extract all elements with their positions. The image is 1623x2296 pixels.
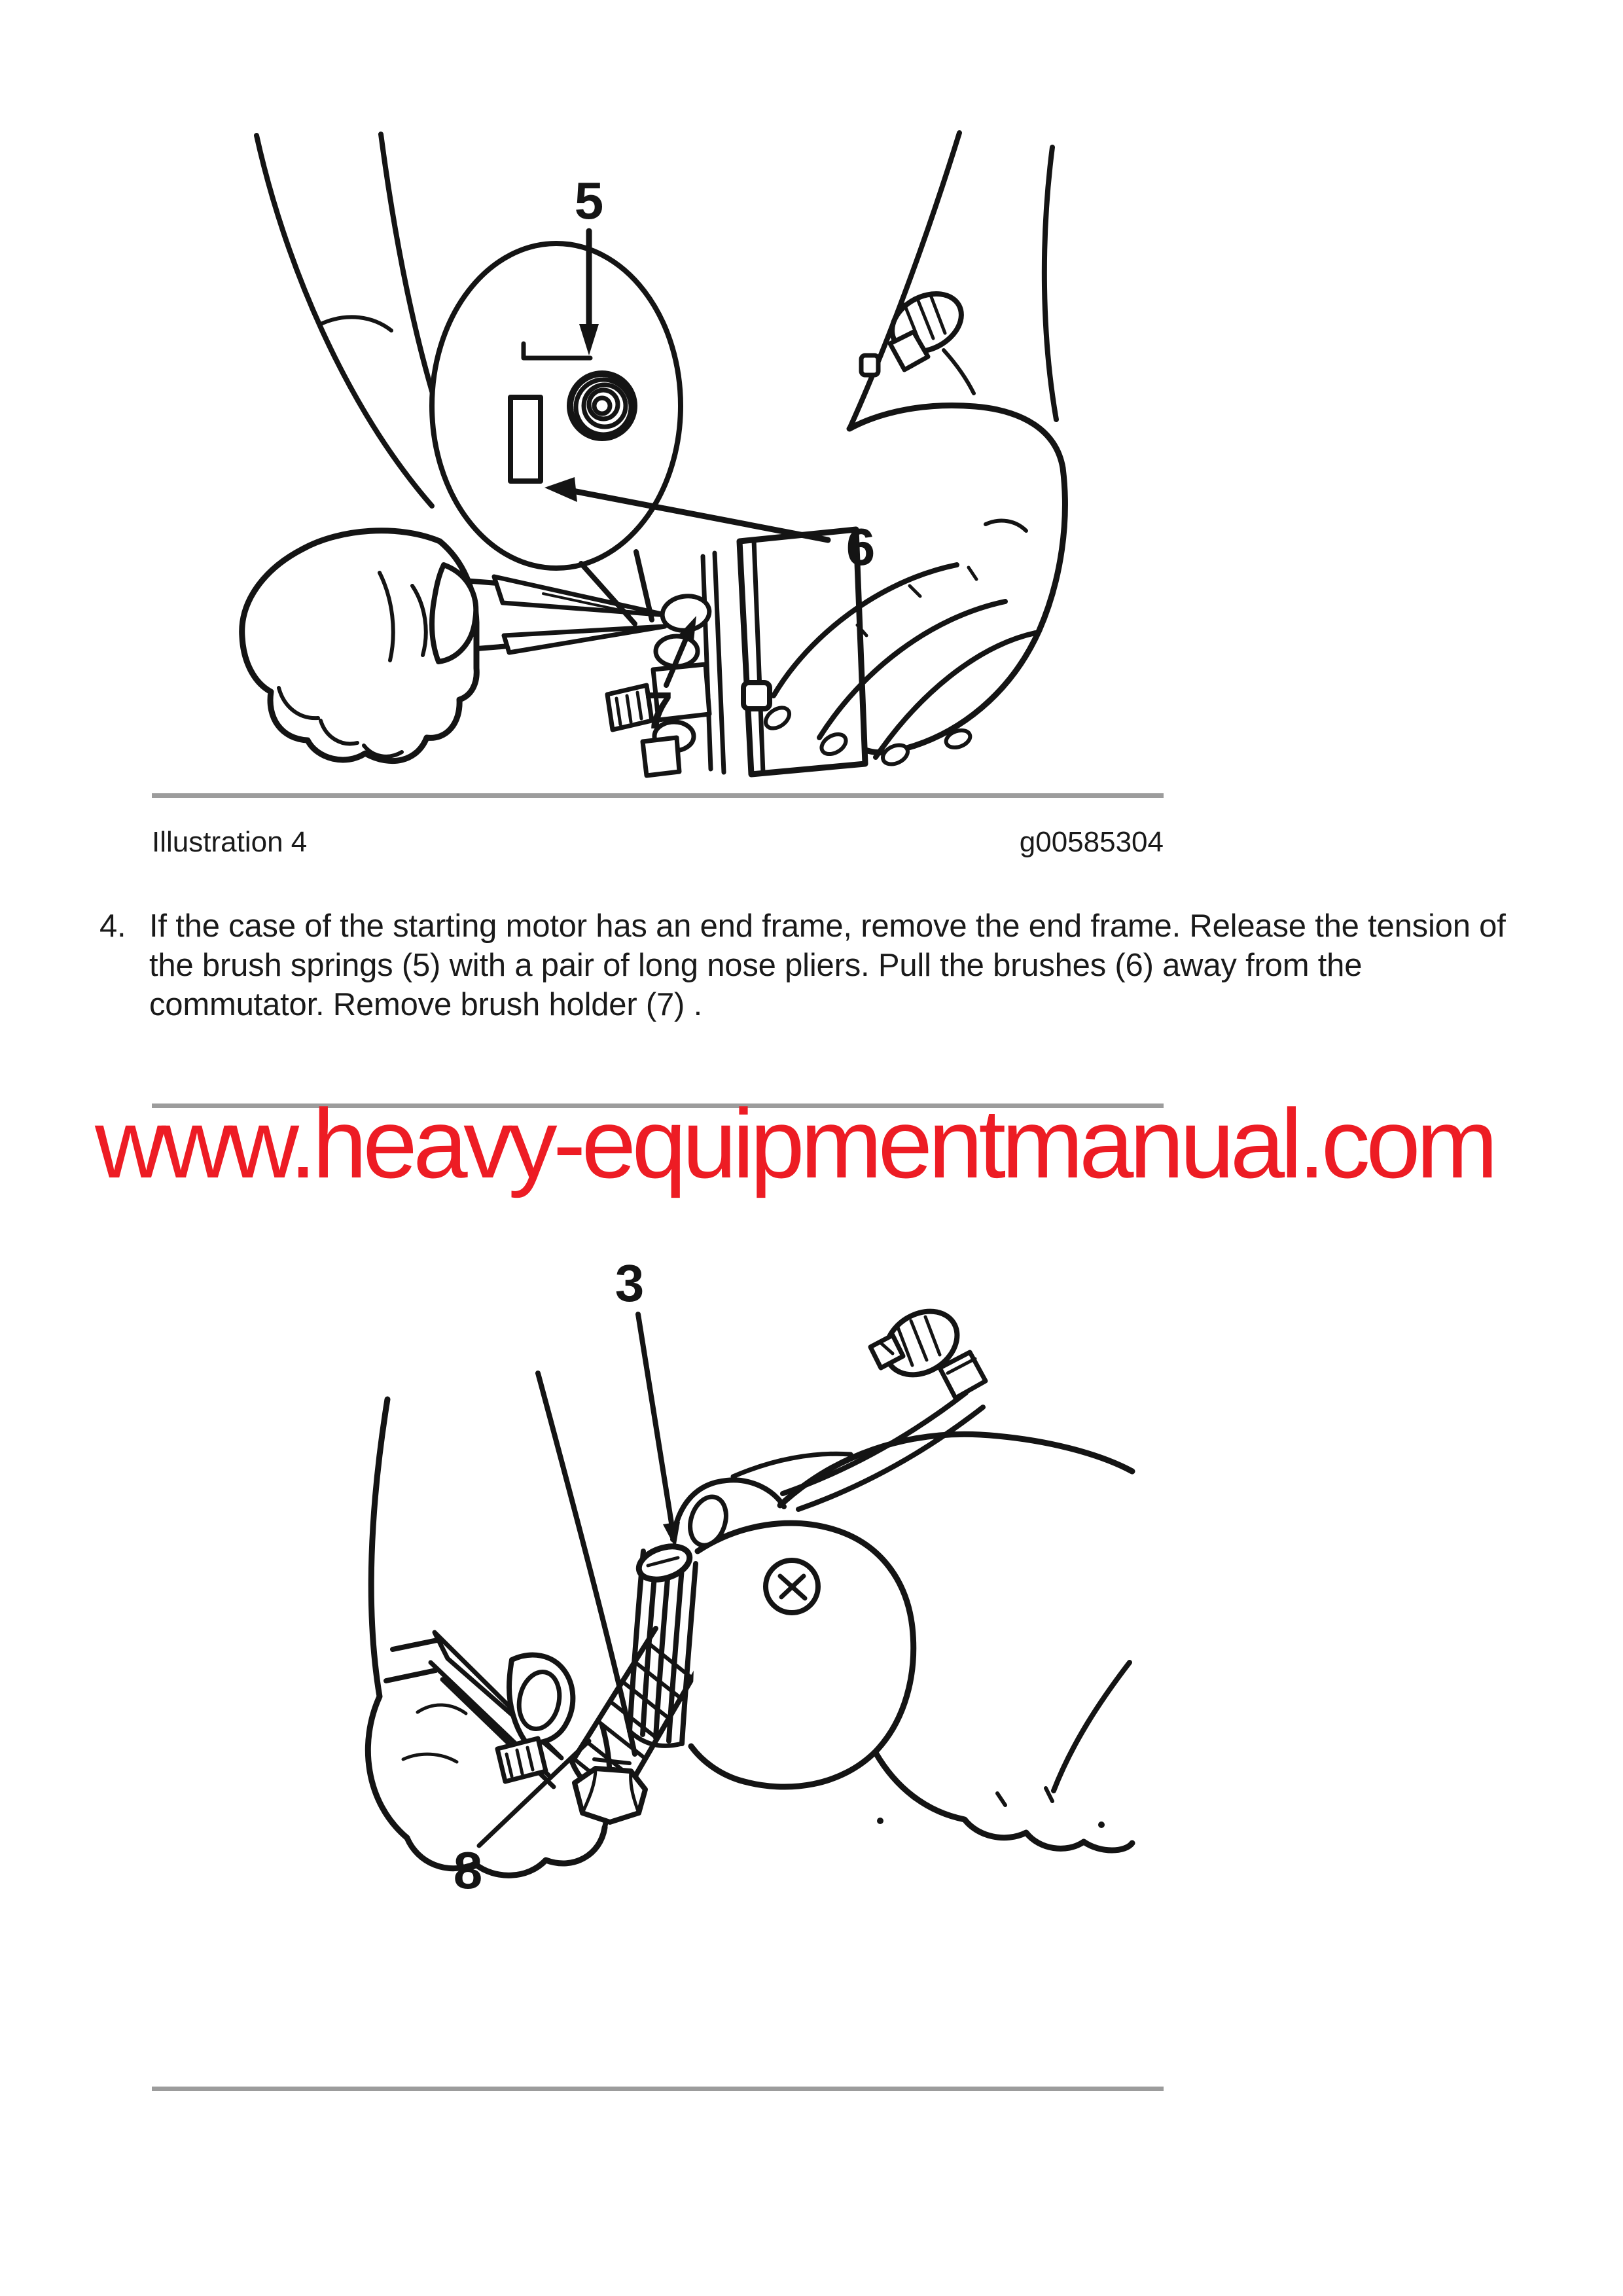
armature-removal-figure <box>281 1244 1132 1937</box>
callout-7-label: 7 <box>643 681 673 740</box>
left-thumb-on-pliers <box>509 1655 573 1743</box>
scan-dot <box>877 1818 883 1824</box>
callout-5-label: 5 <box>574 171 604 230</box>
terminal-connector <box>861 282 974 393</box>
scan-dot <box>1098 1821 1105 1828</box>
caption-title: Illustration 4 <box>152 826 308 858</box>
step-number: 4. <box>99 908 126 944</box>
callout-3-case-bolt <box>615 1254 680 1548</box>
right-hand <box>838 133 1065 753</box>
step-text-line: the brush springs (5) with a pair of long nose pliers. Pull the brushes (6) away from the <box>149 948 1363 983</box>
divider-line <box>152 793 1164 798</box>
step-text-line: If the case of the starting motor has an end frame, remove the end frame. Release the tension of <box>149 908 1506 944</box>
caption-graphic-id: g00585304 <box>1019 826 1164 858</box>
illustration-4-brush-removal-figure <box>216 128 1067 785</box>
callout-6-label: 6 <box>846 518 876 576</box>
watermark-url-text: www.heavy-equipmentmanual.com <box>95 1088 1494 1198</box>
brush-rectangle <box>510 397 541 481</box>
case-bolt <box>635 1541 694 1585</box>
pliers-jaws <box>494 577 668 653</box>
figure-caption-row <box>152 826 1164 859</box>
magnifier-balloon <box>432 243 681 624</box>
callout-3-label: 3 <box>615 1254 645 1312</box>
callout-8-label: 8 <box>453 1841 483 1899</box>
step-text-line: commutator. Remove brush holder (7) . <box>149 987 703 1022</box>
left-arm-lines <box>257 134 455 506</box>
hatched-nut <box>497 1738 546 1782</box>
step-4-instruction <box>99 906 1578 1024</box>
motor-case <box>691 1523 914 1787</box>
divider-line <box>152 2087 1164 2091</box>
